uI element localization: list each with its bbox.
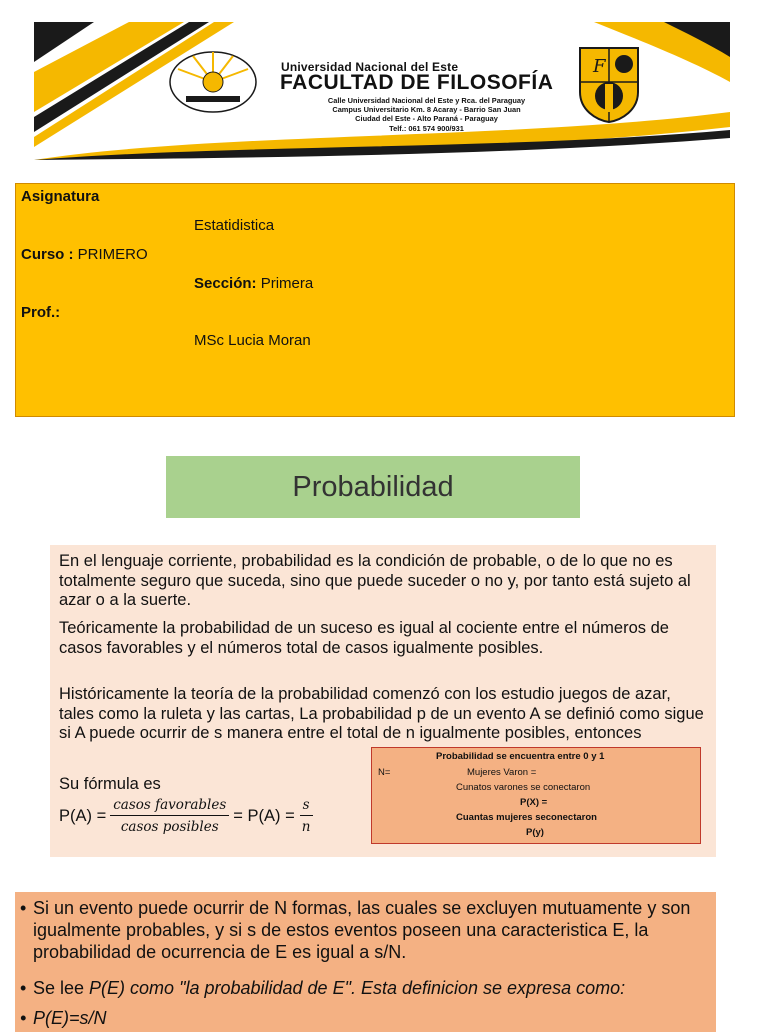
curso-value: PRIMERO (77, 246, 148, 263)
bullet-item: • P(E)=s/N (33, 1007, 703, 1029)
bullet-box (15, 892, 716, 1032)
bullet-text: Se lee (33, 978, 90, 998)
address-line: Campus Universitario Km. 8 Acaray - Barrio San Juan (332, 105, 521, 114)
university-name: Universidad Nacional del Este (281, 60, 459, 74)
address-line: Ciudad del Este - Alto Paraná - Paraguay (355, 114, 498, 123)
bullet-item (33, 977, 703, 999)
seccion-label: Sección: (194, 275, 257, 292)
note-line: P(X) = (520, 797, 548, 808)
university-emblem (168, 44, 258, 114)
bullet-item: • Si un evento puede ocurrir de N formas, las cuales se excluyen mutuamente y son igualmente probables, y si s de estos eventos poseen una caracteristica E, la probabilidad de ocurrencia de E es igual a s/N. (33, 897, 703, 963)
seccion-value: Primera (260, 275, 314, 292)
faculty-logo (576, 44, 642, 124)
formula-intro: Su fórmula es (59, 775, 161, 793)
paragraph-historicamente: Históricamente la teoría de la probabilidad comenzó con los estudio juegos de azar, tales como la ruleta y las cartas, La probabilidad p de un evento A se definió como sigue si A puede ocurrir de s manera entre el total de n igualmente posibles, entonces (59, 685, 704, 742)
fraction-denominator-n: n (301, 819, 311, 835)
note-line: Cunatos varones se conectaron (456, 782, 591, 793)
note-n-label: N= (378, 767, 391, 778)
curso-row (21, 246, 148, 263)
asignatura-label: Asignatura (21, 188, 100, 205)
fraction-casos (110, 797, 229, 835)
subject-info-box (15, 183, 735, 417)
address-line: Calle Universidad Nacional del Este y Rca. del Paraguay (327, 96, 526, 105)
prof-value: MSc Lucia Moran (194, 332, 311, 349)
paragraph-teoricamente: Teóricamente la probabilidad de un suceso es igual al cociente entre el números de casos favorables y el números total de casos igualmente posibles. (59, 619, 669, 657)
bullet-italic-text: P(E) como "la probabilidad de E". Esta definicion se expresa como: (89, 978, 626, 998)
page-title: Probabilidad (166, 456, 580, 518)
note-line: Mujeres Varon = (467, 767, 537, 778)
prof-label: Prof.: (21, 304, 61, 321)
curso-label: Curso : (21, 246, 74, 263)
header-banner (34, 22, 730, 160)
fraction-numerator: casos favorables (110, 797, 229, 816)
formula-equals: = P(A) = (233, 806, 295, 825)
note-line: Cuantas mujeres seconectaron (456, 812, 597, 823)
paragraph-lenguaje: En el lenguaje corriente, probabilidad es la condición de probable, o de lo que no es totalmente seguro que suceda, sino que puede suceder o no y, por tanto está sujeto al azar o a la suerte. (59, 552, 691, 609)
note-box (371, 747, 701, 844)
faculty-name: FACULTAD DE FILOSOFÍA (280, 71, 554, 94)
svg-text:F: F (593, 56, 606, 77)
probability-formula (59, 797, 317, 835)
seccion-row (194, 275, 313, 292)
fraction-s-n (299, 797, 314, 835)
asignatura-value: Estatidistica (194, 217, 275, 234)
note-line: Probabilidad se encuentra entre 0 y 1 (436, 751, 605, 762)
fraction-denominator: casos posibles (120, 819, 219, 835)
phone-line: Telf.: 061 574 900/931 (389, 124, 464, 133)
formula-lhs: P(A) = (59, 806, 107, 825)
fraction-numerator-s: s (300, 797, 313, 816)
note-line: P(y) (526, 827, 544, 838)
